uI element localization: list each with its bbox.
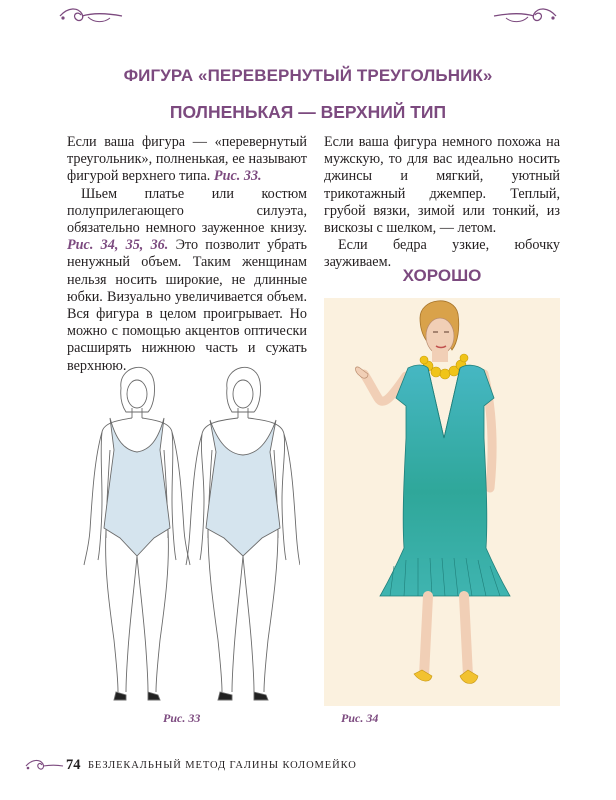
- paragraph-skirt: Если бедра узкие, юбочку зауживаем.: [324, 237, 560, 271]
- page-title: ФИГУРА «ПЕРЕВЕРНУТЫЙ ТРЕУГОЛЬНИК»: [123, 66, 493, 85]
- caption-figure-34: Рис. 34: [341, 711, 379, 725]
- figure-34-illustration: [324, 298, 560, 706]
- page-number: 74: [66, 757, 81, 773]
- caption-figure-33: Рис. 33: [163, 711, 201, 725]
- sketch-figure-right: [186, 367, 300, 700]
- left-text-column: [67, 134, 307, 375]
- ornament-flourish-right-icon: [492, 5, 558, 27]
- good-example-label: ХОРОШО: [402, 266, 482, 285]
- legs: [424, 596, 468, 676]
- ornament-flourish-left-icon: [58, 5, 124, 27]
- footer-flourish-icon: [24, 757, 64, 775]
- paragraph-intro: Если ваша фигура — «перевернутый треугольник», полненькая, ее называют фигурой верхнего типа. Рис. 33.: [67, 134, 307, 185]
- shoe-right: [460, 670, 478, 684]
- paragraph-advice: Шьем платье или костюм полуприлегающего силуэта, обязательно немного зауженное книзу. Рис. 34, 35, 36. Это позволит убрать ненужный объем. Таким женщинам нельзя носить широкие, не длинные юбки. Визуально увеличивается объем. Вся фигура в целом проигрывает. Но можно с помощью акцентов оптически расширять нижнюю часть и сужать верхнюю.: [67, 185, 308, 374]
- running-footer-title: БЕЗЛЕКАЛЬНЫЙ МЕТОД ГАЛИНЫ КОЛОМЕЙКО: [88, 760, 357, 771]
- sketch-figure-left: [84, 367, 190, 700]
- figure-ref-34-36: Рис. 34, 35, 36.: [67, 237, 169, 254]
- paragraph-jeans: Если ваша фигура немного похожа на мужскую, то для вас идеально носить джинсы и мягкий, уютный трикотажный джемпер. Теплый, грубой вязки, зимой или тонкий, из вискозы с шелком, — летом.: [324, 134, 560, 237]
- page-subtitle: ПОЛНЕНЬКАЯ — ВЕРХНИЙ ТИП: [169, 102, 447, 122]
- figure-33-illustration: [80, 360, 300, 705]
- figure-ref-33: Рис. 33.: [213, 168, 262, 185]
- face: [426, 318, 454, 354]
- shoe-left: [414, 670, 432, 681]
- right-text-column: [324, 134, 560, 272]
